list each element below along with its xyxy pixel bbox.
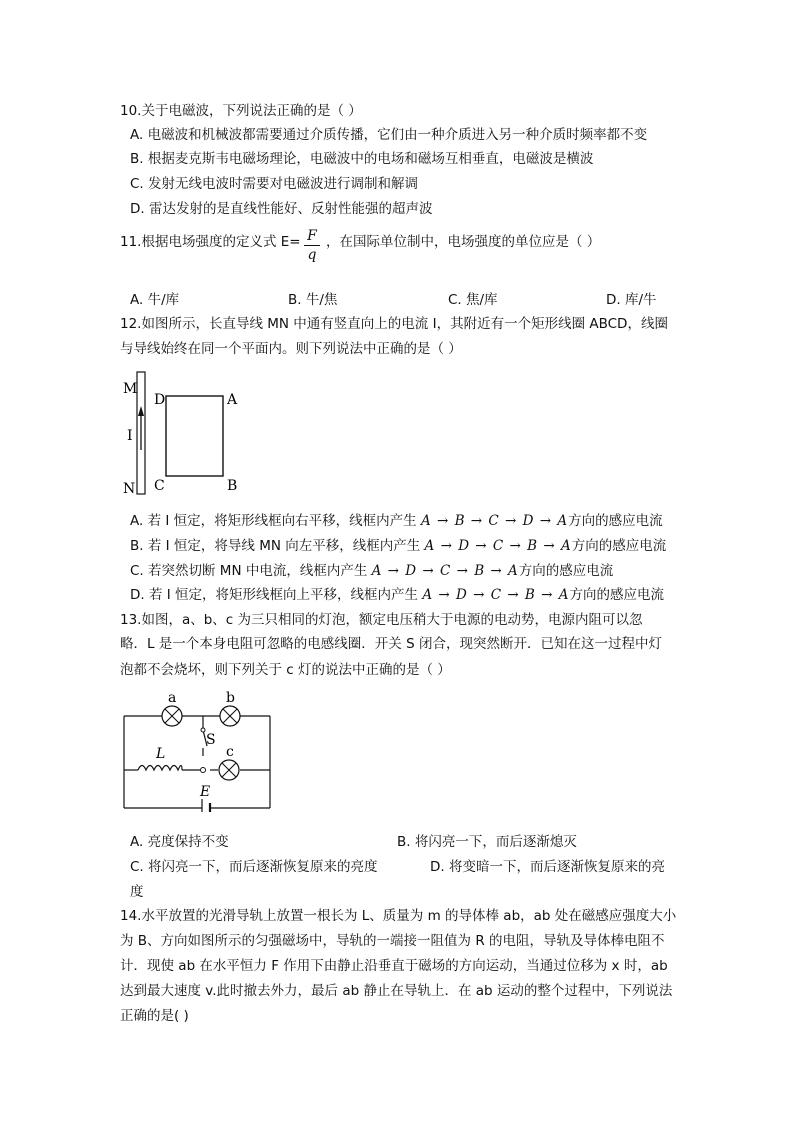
label-C: C [154, 478, 165, 494]
label-switch-s: S [206, 732, 216, 748]
lamp-c-icon [219, 760, 239, 780]
q12-option-d [130, 585, 664, 605]
switch-contact-top [201, 728, 205, 732]
q10-option-c: C. 发射无线电波时需要对电磁波进行调制和解调 [130, 176, 419, 192]
q13-circuit-figure [118, 686, 278, 812]
label-D: D [154, 392, 166, 408]
label-A: A [227, 392, 238, 408]
q13-stem-line1: 13.如图，a、b、c 为三只相同的灯泡，额定电压稍大于电源的电动势，电源内阻可以忽 [120, 612, 643, 628]
q11-stem-before: 11.根据电场强度的定义式 E= [120, 234, 301, 250]
q10-option-b: B. 根据麦克斯韦电磁场理论，电磁波中的电场和磁场互相垂直，电磁波是横波 [130, 151, 594, 167]
inductor-coil-icon [138, 766, 182, 771]
q11-option-a: A. 牛/库 [130, 292, 180, 308]
q12-option-d-prefix: D. 若 I 恒定，将矩形线框向上平移，线框内产生 [130, 587, 419, 603]
q13-stem-line2: 略．L 是一个本身电阻可忽略的电感线圈．开关 S 闭合，现突然断开．已知在这一过程中灯 [120, 636, 662, 652]
q12-option-c-suffix: 方向的感应电流 [518, 563, 614, 579]
lamp-b-icon [220, 706, 240, 726]
label-lamp-b: b [226, 690, 235, 706]
q13-option-b: B. 将闪亮一下，而后逐渐熄灭 [397, 834, 577, 850]
label-N: N [123, 481, 136, 497]
q12-option-c [130, 561, 613, 581]
q14-line4: 达到最大速度 v.此时撤去外力，最后 ab 静止在导轨上．在 ab 运动的整个过程中，下列说法 [120, 983, 673, 999]
label-lamp-c: c [226, 744, 234, 760]
q12-stem-line1: 12.如图所示，长直导线 MN 中通有竖直向上的电流 I，其附近有一个矩形线圈 ABCD，线圈 [120, 316, 668, 332]
q12-option-a-suffix: 方向的感应电流 [568, 513, 663, 529]
label-M: M [123, 381, 138, 397]
q12-option-b-suffix: 方向的感应电流 [571, 538, 667, 554]
q12-option-b-path: A → D → C → B → A [424, 538, 572, 554]
q14-line3: 计．现使 ab 在水平恒力 F 作用下由静止沿垂直于磁场的方向运动，当通过位移为 x 时，ab [120, 958, 668, 974]
label-emf-e: E [200, 784, 211, 800]
q11-option-b: B. 牛/焦 [288, 292, 338, 308]
q11-fraction-denominator: q [307, 247, 317, 263]
q14-line1: 14.水平放置的光滑导轨上放置一根长为 L、质量为 m 的导体棒 ab，ab 处在磁感应强度大小 [120, 908, 677, 924]
q10-option-d: D. 雷达发射的是直线性能好、反射性能强的超声波 [130, 201, 433, 217]
q12-option-b [130, 536, 666, 556]
label-inductor-l: L [156, 746, 166, 762]
q12-stem-line2: 与导线始终在同一个平面内。则下列说法中正确的是（ ） [120, 341, 462, 357]
lamp-a-icon [162, 706, 182, 726]
q13-option-d: D. 将变暗一下，而后逐渐恢复原来的亮 [430, 859, 665, 875]
q11-option-d: D. 库/牛 [606, 292, 657, 308]
q12-option-d-suffix: 方向的感应电流 [569, 587, 664, 603]
q12-option-d-path: A → D → C → B → A [422, 587, 570, 603]
q11-option-c: C. 焦/库 [448, 292, 498, 308]
q13-option-c: C. 将闪亮一下，而后逐渐恢复原来的亮度 [130, 859, 378, 875]
q12-option-a-path: A → B → C → D → A [420, 513, 569, 529]
q12-option-c-prefix: C. 若突然切断 MN 中电流，线框内产生 [130, 563, 368, 579]
q12-option-a [130, 511, 663, 531]
q12-figure [118, 368, 248, 498]
q13-option-a: A. 亮度保持不变 [130, 834, 229, 850]
q10-option-a: A. 电磁波和机械波都需要通过介质传播，它们由一种介质进入另一种介质时频率都不变 [130, 127, 648, 143]
label-lamp-a: a [168, 690, 177, 706]
switch-contact-bottom [201, 768, 206, 773]
q11-fraction-numerator: F [307, 228, 317, 244]
q13-stem-line3: 泡都不会烧坏，则下列关于 c 灯的说法中正确的是（ ） [120, 662, 451, 678]
label-B: B [227, 478, 238, 494]
q12-option-c-path: A → D → C → B → A [371, 563, 519, 579]
q10-stem: 10.关于电磁波，下列说法正确的是（ ） [120, 103, 362, 119]
label-I: I [127, 428, 133, 444]
q13-option-d-wrap: 度 [130, 884, 144, 900]
q14-line5: 正确的是( ) [120, 1008, 189, 1024]
rectangular-coil [166, 396, 223, 476]
q14-line2: 为 B、方向如图所示的匀强磁场中，导轨的一端接一阻值为 R 的电阻，导轨及导体棒电阻不 [120, 933, 665, 949]
q11-fraction [304, 228, 320, 263]
q11-stem-after: ，在国际单位制中，电场强度的单位应是（ ） [326, 234, 601, 250]
q12-option-a-prefix: A. 若 I 恒定，将矩形线框向右平移，线框内产生 [130, 513, 417, 529]
q12-option-b-prefix: B. 若 I 恒定，将导线 MN 向左平移，线框内产生 [130, 538, 421, 554]
